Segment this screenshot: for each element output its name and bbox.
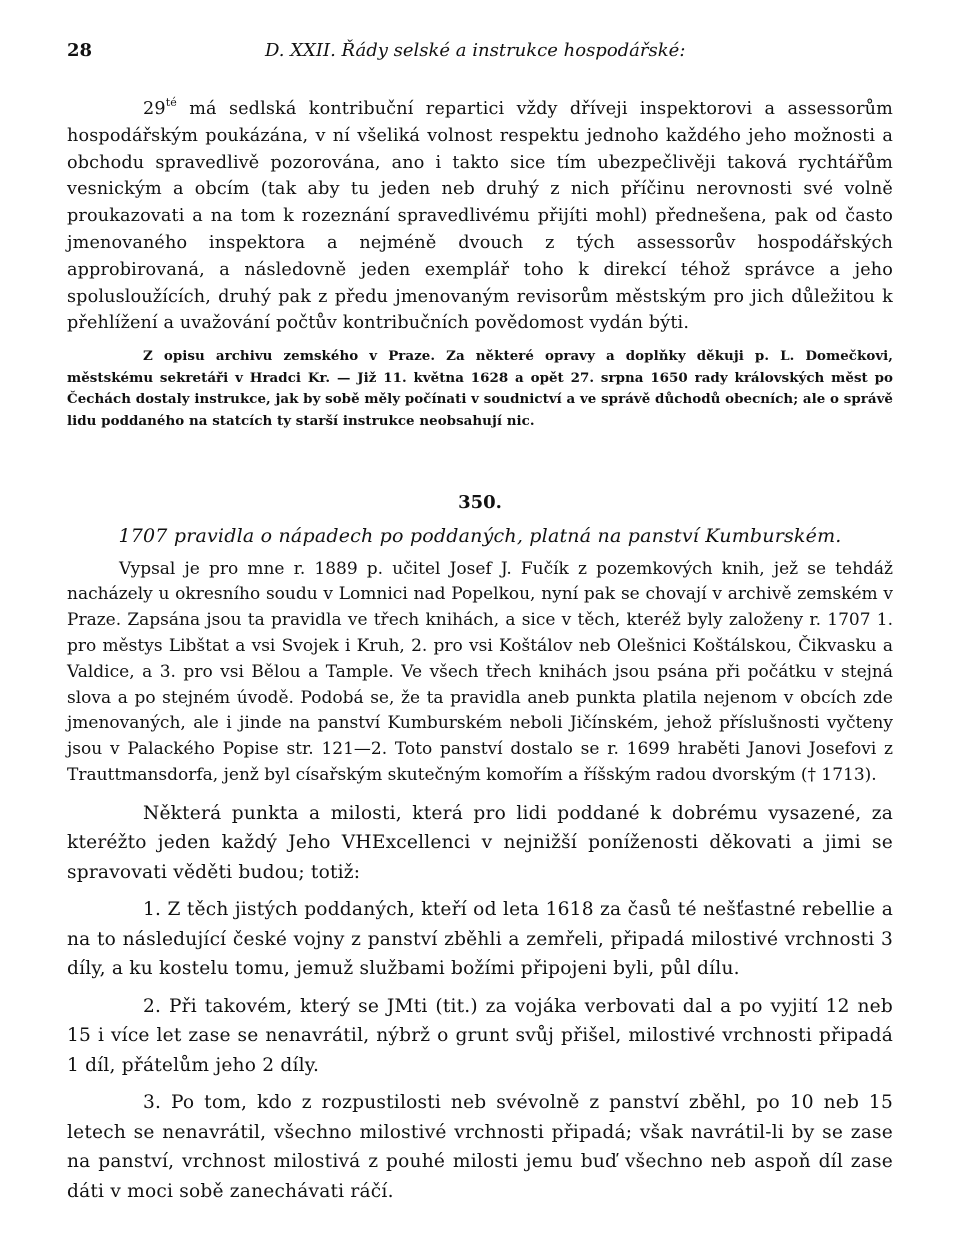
document-title: 1707 pravidla o nápadech po poddaných, platná na panství Kumburském. (118, 524, 842, 547)
point-2: 2. Při takovém, který se JMti (tit.) za vojáka verbovati dal a po vyjití 12 neb 15 i více let zase se nenavrátil, nýbrž o grunt svůj přišel, milostivé vrchnosti připadá 1 díl, přátelům jeho 2 díly. (67, 995, 893, 1076)
document-number: 350. (458, 491, 502, 513)
running-title: D. XXII. Řády selské a instrukce hospodářské: (265, 40, 686, 61)
point-3: 3. Po tom, kdo z rozpustilosti neb svévolně z panství zběhl, po 10 neb 15 letech se nenavrátil, všechno milostivé vrchnosti připadá; však navrátil-li by se zase na panství, vrchnost milostivá z pouhé milosti jemu buď všechno neb aspoň díl zase dáti v moci sobě zanechávati ráčí. (67, 1092, 893, 1202)
intro-paragraph: Některá punkta a milosti, která pro lidi poddané k dobrému vysazené, za kteréžto jeden každý Jeho VHExcellenci v nejnižší poníženosti děkovati a jimi se spravovati věděti budou; totiž: (67, 802, 893, 883)
continuation-text: má sedlská kontribuční repartici vždy dříveji inspektorovi a assessorům hospodářským poukázána, v ní všeliká volnost respektu jednoho každého jeho možnosti a obchodu spravedlivě pozorována, ano i takto sice tím ubezpečlivěji taková rychtářům vesnickým a obcím (tak aby tu jeden neb druhý z nich příčinu nerovnosti své volně proukazovati a na tom k rozeznání spravedlivému přijíti mohl) přednešena, pak od často jmenovaného inspektora a nejméně dvouch z tých assessorův hospodářských approbirovaná, a následovně jeden exemplář toho k direkcí téhož správce a jeho spolusloužících, druhý pak z předu jmenovaným revisorům městským pro jich důležitou k přehlížení a uvažování počtův kontribučních povědomost vydán býti. (67, 99, 893, 334)
source-note: Vypsal je pro mne r. 1889 p. učitel Josef J. Fučík z pozemkových knih, jež se tehdáž nacházely u okresního soudu v Lomnici nad Popelkou, nyní pak se chovají v archivě zemském v Praze. Zapsána jsou ta pravidla ve třech knihách, a sice v těch, kteréž byly založeny r. 1707 1. pro městys Libštat a vsi Svojek i Kruh, 2. pro vsi Koštálov neb Olešnici Koštálskou, Čikvasku a Valdice, a 3. pro vsi Bělou a Tample. Ve všech třech knihách jsou psána při počátku v stejná slova a po stejném úvodě. Podobá se, že ta pravidla aneb punkta platila nejenom v obcích zde jmenovaných, ale i jinde na panství Kumburském neboli Jičínském, jehož příslušnosti vyčteny jsou v Palackého Popise str. 121—2. Toto panství dostalo se r. 1699 hraběti Janovi Josefovi z Trauttmansdorfa, jenž byl císařským skutečným komořím a říšským radou dvorským († 1713). (67, 558, 893, 785)
editorial-note: Z opisu archivu zemského v Praze. Za některé opravy a doplňky děkuji p. L. Domečkovi, městskému sekretáři v Hradci Kr. — Již 11. května 1628 a opět 27. srpna 1650 rady královských měst po Čechách dostaly instrukce, jak by sobě měly počínati v soudnictví a ve správě důchodů obecních; ale o správě lidu poddaného na statcích ty starší instrukce neobsahují nic. (67, 348, 893, 429)
article-number-suffix: té (165, 96, 177, 109)
article-number: 29 (143, 99, 166, 119)
book-page (67, 40, 893, 1206)
running-head (67, 40, 893, 74)
continuation-paragraph (67, 90, 893, 337)
page-number: 28 (67, 40, 93, 61)
point-1: 1. Z těch jistých poddaných, kteří od leta 1618 za časů té nešťastné rebellie a na to následující české vojny z panství zběhli a zemřeli, připadá milostivé vrchnosti 3 díly, a ku kostelu tomu, jemuž službami božími připojeni byli, půl dílu. (67, 899, 893, 980)
